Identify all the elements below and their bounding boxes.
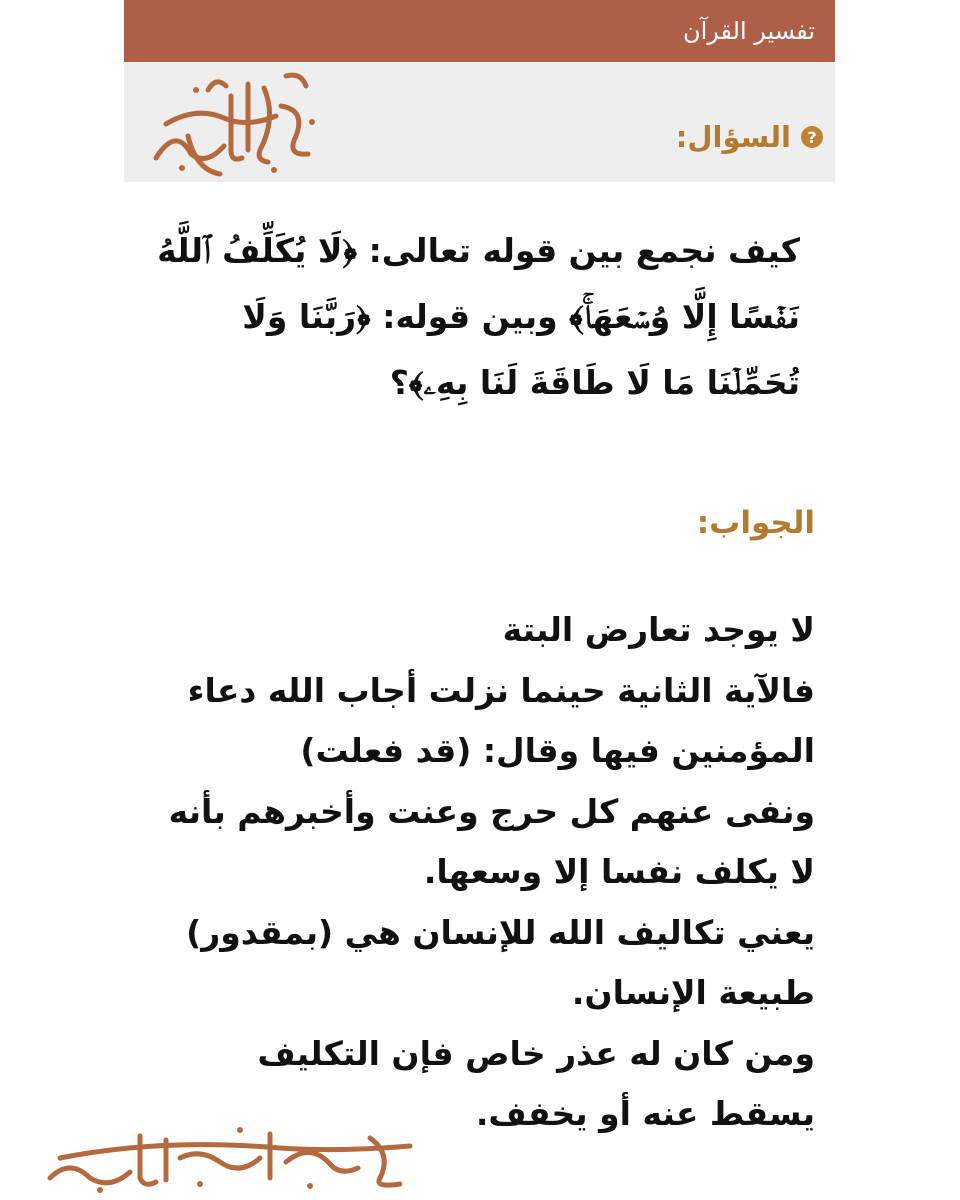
- answer-line: لا يوجد تعارض البتة: [502, 610, 815, 649]
- answer-line: فالآية الثانية حينما نزلت أجاب الله دعاء: [187, 670, 815, 710]
- header-bar: [124, 0, 835, 62]
- signature-calligraphy: [40, 1118, 420, 1196]
- answer-line: طبيعة الإنسان.: [571, 973, 815, 1012]
- question-label: [676, 120, 823, 154]
- answer-line: لا يكلف نفسا إلا وسعها.: [423, 852, 815, 891]
- question-text: كيف نجمع بين قوله تعالى: ﴿لَا يُكَلِّفُ ٱللَّهُ نَفۡسًا إِلَّا وُسۡعَهَاۚ﴾ وبين قوله: ﴿رَبَّنَا وَلَا تُحَمِّلۡنَا مَا لَا طَاقَةَ لَنَا بِهِۦ﴾؟: [157, 231, 800, 402]
- answer-text: [135, 600, 815, 1145]
- answer-line: يعني تكاليف الله للإنسان هي (بمقدور): [186, 912, 815, 952]
- question-header: [124, 62, 835, 182]
- answer-line: ومن كان له عذر خاص فإن التكليف: [257, 1033, 815, 1073]
- answer-line: المؤمنين فيها وقال: (قد فعلت): [300, 731, 815, 770]
- answer-line: ونفى عنهم كل حرج وعنت وأخبرهم بأنه: [168, 791, 815, 831]
- question-label-text: السؤال:: [675, 120, 791, 154]
- calligraphy-logo: [136, 66, 326, 178]
- answer-label: الجواب:: [696, 505, 815, 541]
- question-circle-icon: ?: [801, 126, 823, 148]
- header-title: تفسير القرآن: [683, 17, 815, 45]
- answer-line: يسقط عنه أو يخفف.: [475, 1094, 815, 1133]
